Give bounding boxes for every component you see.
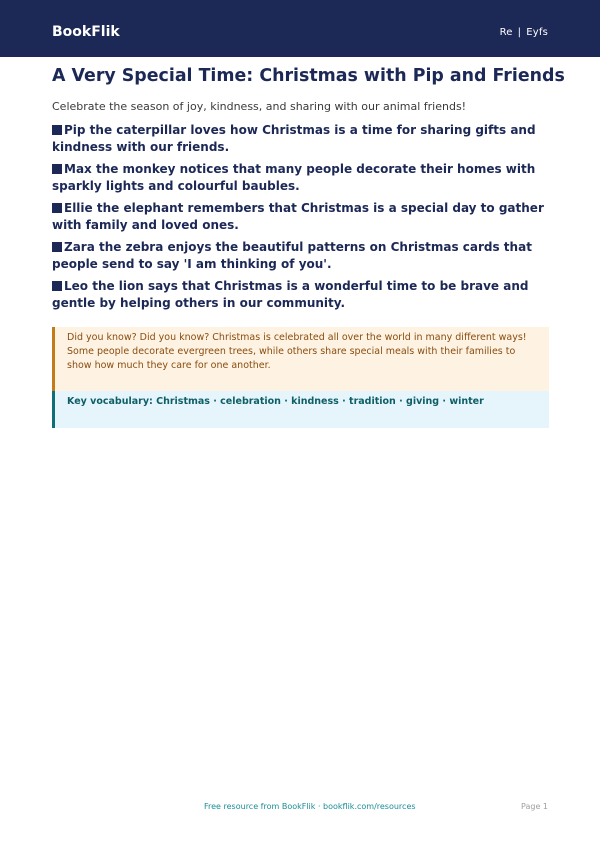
key-vocabulary-box: Key vocabulary: Christmas · celebration · kindness · tradition · giving · winter bbox=[52, 391, 549, 428]
footer-link[interactable]: Free resource from BookFlik · bookflik.com/resources bbox=[204, 802, 416, 811]
square-bullet-icon bbox=[52, 203, 62, 213]
square-bullet-icon bbox=[52, 242, 62, 252]
fact-item bbox=[52, 278, 552, 312]
fact-item bbox=[52, 161, 552, 195]
fact-item bbox=[52, 239, 552, 273]
fact-text: Leo the lion says that Christmas is a wonderful time to be brave and gentle by helping others in our community. bbox=[52, 279, 529, 310]
fact-item bbox=[52, 200, 552, 234]
brand-logo[interactable]: BookFlik bbox=[52, 24, 120, 40]
square-bullet-icon bbox=[52, 125, 62, 135]
facts-list bbox=[52, 122, 552, 317]
level-label: Eyfs bbox=[526, 27, 548, 38]
page-title: A Very Special Time: Christmas with Pip and Friends bbox=[52, 66, 565, 86]
square-bullet-icon bbox=[52, 164, 62, 174]
fact-text: Zara the zebra enjoys the beautiful patterns on Christmas cards that people send to say 'I am thinking of you'. bbox=[52, 240, 532, 271]
intro-text: Celebrate the season of joy, kindness, and sharing with our animal friends! bbox=[52, 100, 467, 113]
subject-label: Re bbox=[499, 27, 513, 38]
fact-text: Max the monkey notices that many people decorate their homes with sparkly lights and colourful baubles. bbox=[52, 162, 536, 193]
header-meta bbox=[500, 27, 548, 38]
fact-text: Ellie the elephant remembers that Christmas is a special day to gather with family and loved ones. bbox=[52, 201, 544, 232]
fact-item bbox=[52, 122, 552, 156]
did-you-know-callout: Did you know? Did you know? Christmas is celebrated all over the world in many different ways! Some people decorate evergreen trees, while others share special meals with their families to show how much they care for one another. bbox=[52, 327, 549, 391]
fact-text: Pip the caterpillar loves how Christmas is a time for sharing gifts and kindness with our friends. bbox=[52, 123, 536, 154]
meta-separator: | bbox=[517, 27, 522, 38]
page-number: Page 1 bbox=[521, 802, 548, 811]
square-bullet-icon bbox=[52, 281, 62, 291]
page-header bbox=[0, 0, 600, 57]
